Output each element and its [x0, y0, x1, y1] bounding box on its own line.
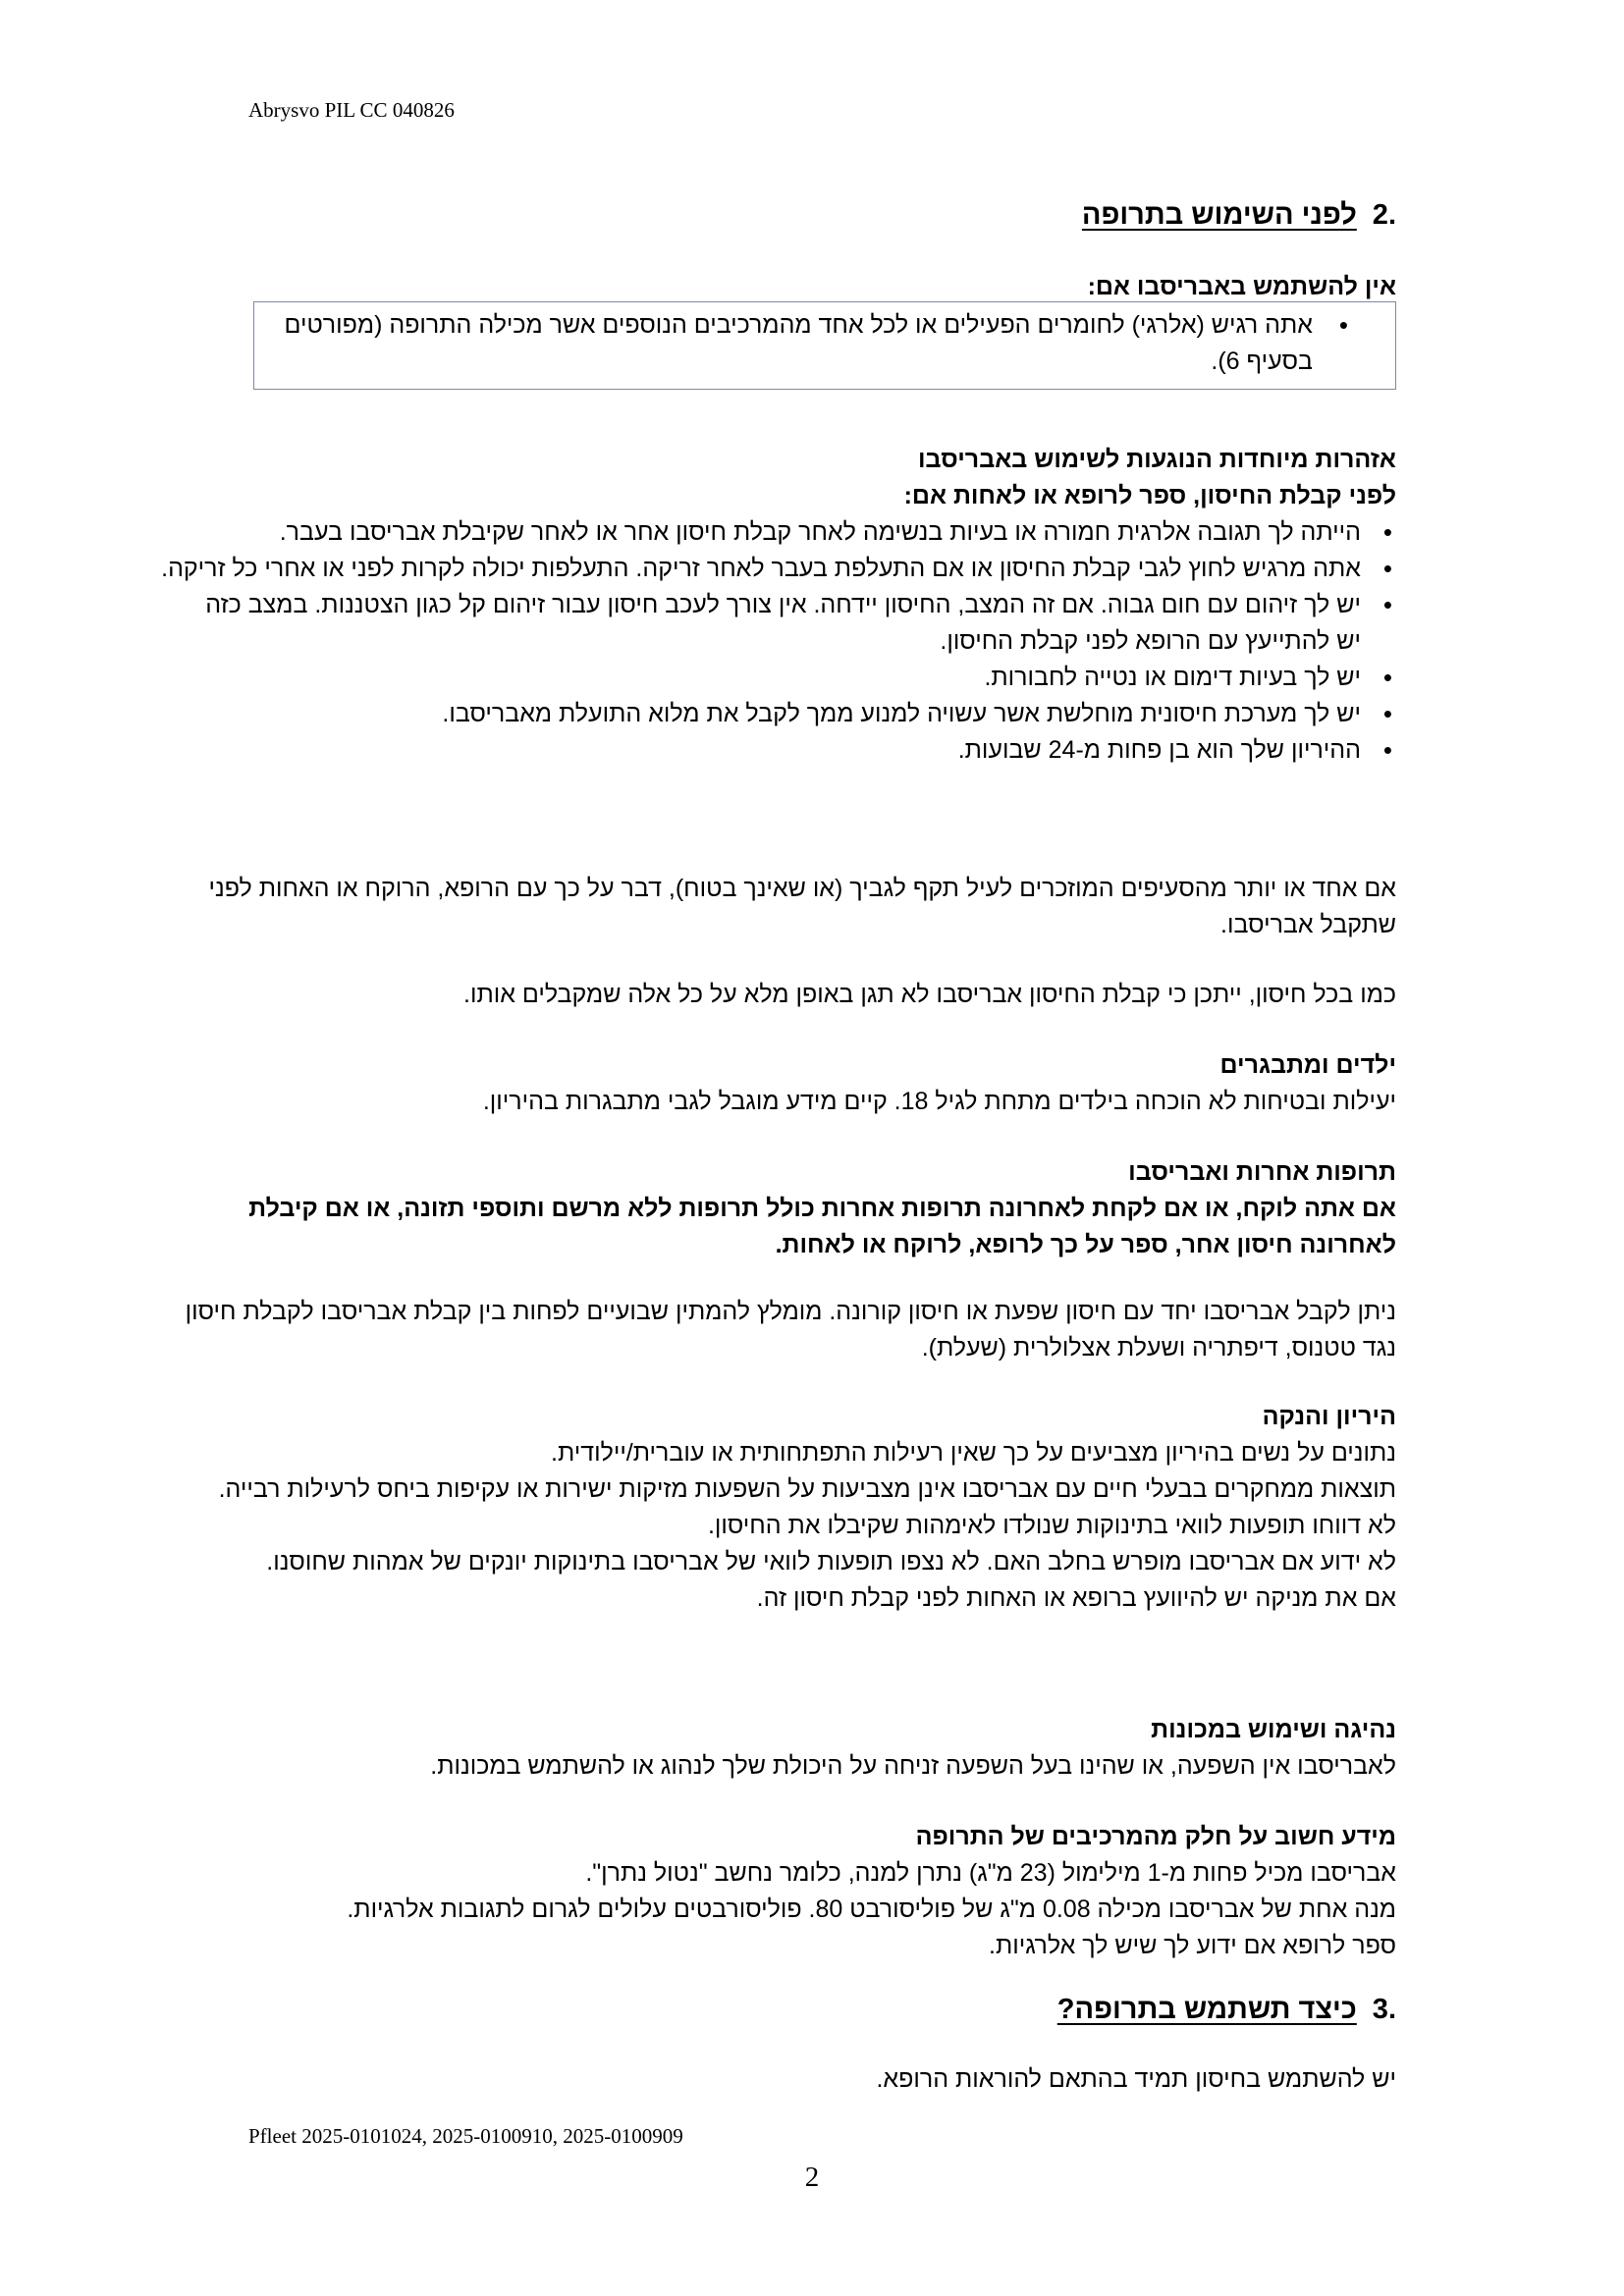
warnings-paragraph-2: כמו בכל חיסון, ייתכן כי קבלת החיסון אבריסבו לא תגן באופן מלא על כל אלה שמקבלים אותו. — [463, 981, 1396, 1008]
section-2-heading — [1082, 197, 1396, 234]
ingredients-line: מנה אחת של אבריסבו מכילה 0.08 מ"ג של פוליסורבט 80. פוליסורבטים עלולים לגרום לתגובות אלרגיות. — [347, 1896, 1396, 1923]
section-3-text: יש להשתמש בחיסון תמיד בהתאם להוראות הרופא. — [876, 2065, 1396, 2093]
ingredients-heading: מידע חשוב על חלק מהמרכיבים של התרופה — [915, 1823, 1396, 1850]
do-not-use-box — [253, 301, 1396, 390]
driving-heading: נהיגה ושימוש במכונות — [1151, 1716, 1396, 1743]
pregnancy-line: תוצאות ממחקרים בבעלי חיים עם אבריסבו אינן מצביעות על השפעות מזיקות ישירות או עקיפות ביחס לרעילות רבייה. — [218, 1475, 1396, 1503]
interactions-text: ניתן לקבל אבריסבו יחד עם חיסון שפעת או חיסון קורונה. מומלץ להמתין שבועיים לפחות בין קבלת אבריסבו לקבלת חיסון נגד טטנוס, דיפתריה ושעלת אצלולרית (שעלת). — [185, 1298, 1396, 1362]
list-item: • יש לך בעיות דימום או נטייה לחבורות. — [157, 660, 1396, 696]
section-2-number: .2 — [1372, 199, 1396, 231]
pregnancy-heading: היריון והנקה — [1262, 1403, 1396, 1430]
list-item: • יש לך מערכת חיסונית מוחלשת אשר עשויה למנוע ממך לקבל את מלוא התועלת מאבריסבו. — [157, 696, 1396, 732]
ingredients-line: ספר לרופא אם ידוע לך שיש לך אלרגיות. — [989, 1932, 1396, 1959]
warnings-subheading: לפני קבלת החיסון, ספר לרופא או לאחות אם: — [903, 482, 1396, 509]
pregnancy-text — [157, 1435, 1396, 1617]
ingredients-line: אבריסבו מכיל פחות מ-1 מילימול (23 מ"ג) נתרן למנה, כלומר נחשב "נטול נתרן". — [585, 1859, 1396, 1887]
warnings-list — [157, 514, 1396, 769]
pregnancy-line: לא ידוע אם אבריסבו מופרש בחלב האם. לא נצפו תופעות לוואי של אבריסבו בתינוקות יונקים של אמהות שחוסנו. — [266, 1548, 1396, 1575]
do-not-use-heading: אין להשתמש באבריסבו אם: — [1087, 273, 1396, 300]
driving-text: לאבריסבו אין השפעה, או שהינו בעל השפעה זניחה על היכולת שלך לנהוג או להשתמש במכונות. — [430, 1752, 1396, 1780]
children-heading: ילדים ומתבגרים — [1219, 1051, 1396, 1079]
page-number: 2 — [804, 2162, 820, 2193]
section-2-title: לפני השימוש בתרופה — [1081, 199, 1357, 231]
footer-reference: Pfleet 2025-0101024, 2025-0100910, 2025-0100909 — [248, 2124, 683, 2148]
document-id: Abrysvo PIL CC 040826 — [248, 98, 455, 122]
list-item: • ההיריון שלך הוא בן פחות מ-24 שבועות. — [157, 732, 1396, 769]
list-item: • אתה מרגיש לחוץ לגבי קבלת החיסון או אם התעלפת בעבר לאחר זריקה. התעלפות יכולה לקרות לפני או אחרי כל זריקה. — [157, 551, 1396, 587]
pregnancy-line: נתונים על נשים בהיריון מצביעים על כך שאין רעילות התפתחותית או עוברית/יילודית. — [551, 1439, 1396, 1467]
section-3-title: כיצד תשתמש בתרופה? — [1056, 1994, 1357, 2025]
do-not-use-list — [284, 307, 1356, 380]
interactions-heading: תרופות אחרות ואבריסבו — [1128, 1158, 1396, 1186]
children-text: יעילות ובטיחות לא הוכחה בילדים מתחת לגיל 18. קיים מידע מוגבל לגבי מתבגרות בהיריון. — [482, 1088, 1396, 1115]
pregnancy-line: אם את מניקה יש להיוועץ ברופא או האחות לפני קבלת חיסון זה. — [756, 1584, 1396, 1612]
list-item: • אתה רגיש (אלרגי) לחומרים הפעילים או לכל אחד מהמרכיבים הנוספים אשר מכילה התרופה (מפורטים בסעיף 6). — [284, 307, 1356, 380]
pregnancy-line: לא דווחו תופעות לוואי בתינוקות שנולדו לאימהות שקיבלו את החיסון. — [707, 1512, 1396, 1539]
warnings-heading: אזהרות מיוחדות הנוגעות לשימוש באבריסבו — [918, 446, 1396, 473]
warnings-paragraph-1: אם אחד או יותר מהסעיפים המוזכרים לעיל תקף לגביך (או שאינך בטוח), דבר על כך עם הרופא, הרוקח או האחות לפני שתקבל אבריסבו. — [208, 875, 1396, 938]
interactions-bold-text: אם אתה לוקח, או אם לקחת לאחרונה תרופות אחרות כולל תרופות ללא מרשם ותוספי תזונה, או אם קיבלת לאחרונה חיסון אחר, ספר על כך לרופא, לרוקח או לאחות. — [248, 1195, 1396, 1258]
list-item: • יש לך זיהום עם חום גבוה. אם זה המצב, החיסון יידחה. אין צורך לעכב חיסון עבור זיהום קל כגון הצטננות. במצב כזה יש להתייעץ עם הרופא לפני קבלת החיסון. — [157, 587, 1396, 660]
section-3-heading — [1057, 1992, 1396, 2028]
section-3-number: .3 — [1372, 1994, 1396, 2025]
ingredients-text — [157, 1855, 1396, 1964]
list-item: • הייתה לך תגובה אלרגית חמורה או בעיות בנשימה לאחר קבלת חיסון אחר או לאחר שקיבלת אבריסבו בעבר. — [157, 514, 1396, 551]
